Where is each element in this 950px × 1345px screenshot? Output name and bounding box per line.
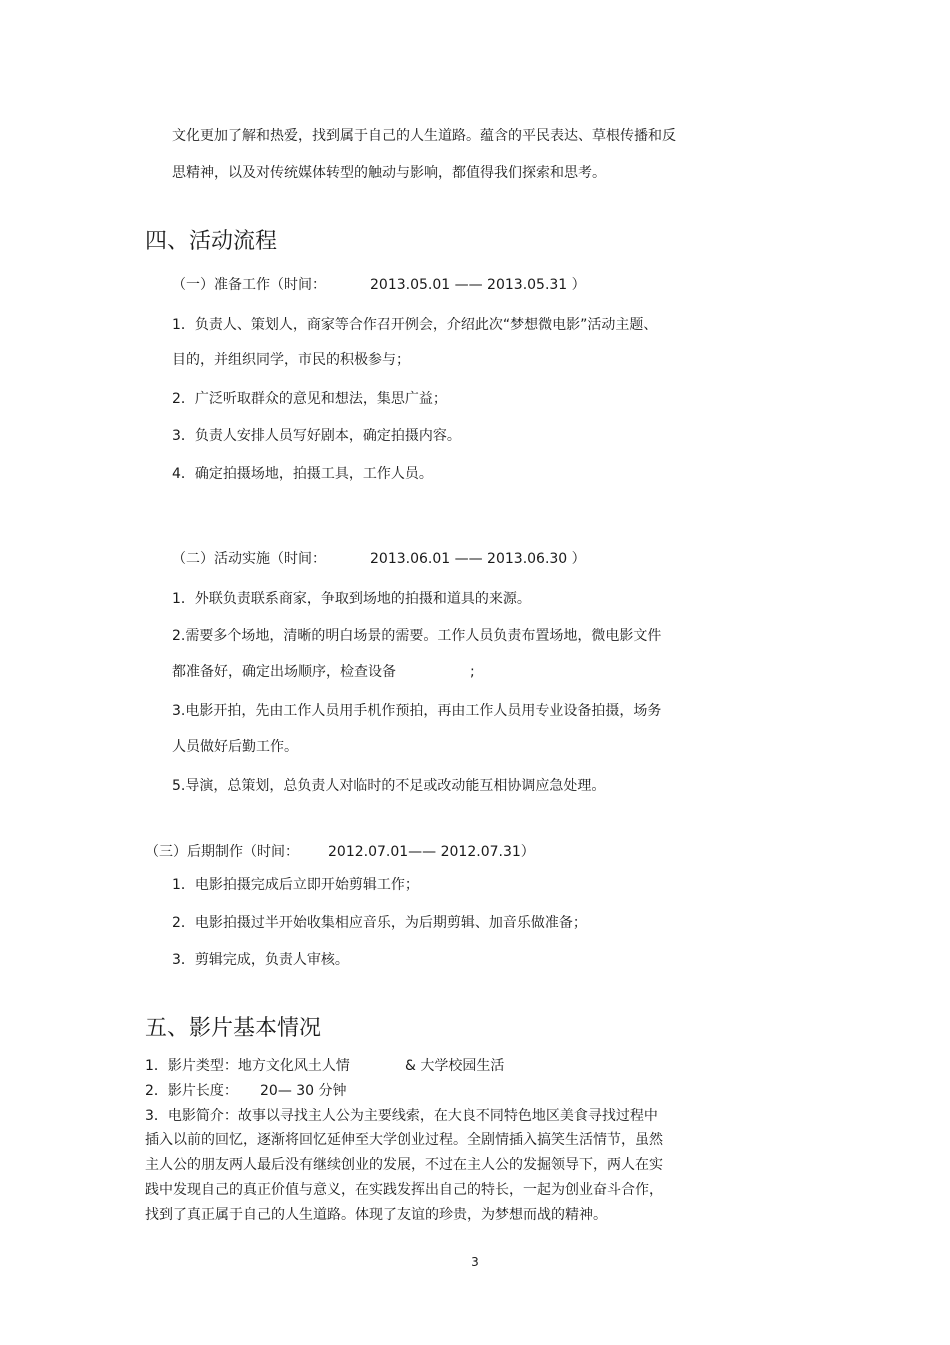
prep-dates: 2013.05.01 —— 2013.05.31 ）: [370, 277, 586, 293]
post-dates: 2012.07.01—— 2012.07.31）: [328, 844, 535, 860]
prep-label: （一）准备工作（时间：: [172, 277, 326, 293]
synopsis-line: 主人公的朋友两人最后没有继续创业的发展，不过在主人公的发掘领导下，两人在实: [145, 1157, 663, 1173]
exec-label: （二）活动实施（时间：: [172, 551, 326, 567]
exec-item-semicolon: ;: [470, 664, 475, 680]
exec-item: 2.需要多个场地，清晰的明白场景的需要。工作人员负责布置场地，微电影文件: [172, 628, 662, 644]
film-length-label: 2．影片长度：: [145, 1083, 238, 1099]
page-number: 3: [471, 1255, 479, 1269]
intro-line-1: 文化更加了解和热爱，找到属于自己的人生道路。蕴含的平民表达、草根传播和反: [172, 128, 676, 144]
post-item: 1．电影拍摄完成后立即开始剪辑工作；: [172, 877, 419, 893]
film-length-value: 20— 30 分钟: [260, 1083, 347, 1099]
prep-item: 3．负责人安排人员写好剧本，确定拍摄内容。: [172, 428, 461, 444]
section-5-heading: 五、影片基本情况: [145, 1016, 322, 1041]
synopsis-line: 找到了真正属于自己的人生道路。体现了友谊的珍贵，为梦想而战的精神。: [145, 1207, 607, 1223]
film-type-label: 1．影片类型：地方文化风土人情: [145, 1058, 350, 1074]
exec-dates: 2013.06.01 —— 2013.06.30 ）: [370, 551, 586, 567]
exec-item: 5.导演，总策划，总负责人对临时的不足或改动能互相协调应急处理。: [172, 778, 606, 794]
section-4-heading: 四、活动流程: [145, 229, 278, 254]
synopsis-line: 插入以前的回忆，逐渐将回忆延伸至大学创业过程。全剧情插入搞笑生活情节，虽然: [145, 1132, 663, 1148]
exec-item: 都准备好，确定出场顺序，检查设备: [172, 664, 396, 680]
prep-item: 1．负责人、策划人，商家等合作召开例会，介绍此次“梦想微电影”活动主题、: [172, 317, 658, 333]
post-item: 2．电影拍摄过半开始收集相应音乐，为后期剪辑、加音乐做准备；: [172, 915, 587, 931]
exec-item: 1．外联负责联系商家，争取到场地的拍摄和道具的来源。: [172, 591, 531, 607]
post-item: 3．剪辑完成，负责人审核。: [172, 952, 349, 968]
prep-item: 4．确定拍摄场地，拍摄工具，工作人员。: [172, 466, 433, 482]
prep-item: 2．广泛听取群众的意见和想法，集思广益；: [172, 391, 447, 407]
synopsis-line: 践中发现自己的真正价值与意义，在实践发挥出自己的特长，一起为创业奋斗合作，: [145, 1182, 663, 1198]
intro-line-2: 思精神，以及对传统媒体转型的触动与影响，都值得我们探索和思考。: [172, 165, 606, 181]
post-label: （三）后期制作（时间：: [145, 844, 299, 860]
synopsis-line: 3．电影简介：故事以寻找主人公为主要线索，在大良不同特色地区美食寻找过程中: [145, 1108, 658, 1124]
exec-item: 人员做好后勤工作。: [172, 739, 298, 755]
prep-item: 目的，并组织同学，市民的积极参与；: [172, 352, 410, 368]
film-type-value: & 大学校园生活: [405, 1058, 505, 1074]
exec-item: 3.电影开拍，先由工作人员用手机作预拍，再由工作人员用专业设备拍摄，场务: [172, 703, 662, 719]
